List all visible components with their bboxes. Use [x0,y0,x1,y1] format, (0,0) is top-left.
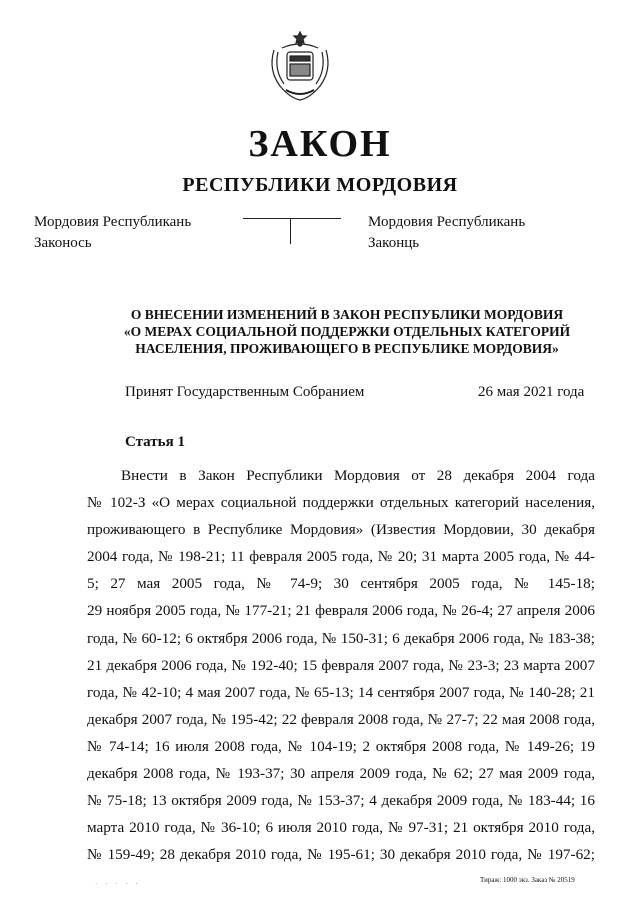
left-lang-line: Законось [34,235,92,251]
header-divider-vertical [290,218,291,244]
heading-line: О ВНЕСЕНИИ ИЗМЕНЕНИЙ В ЗАКОН РЕСПУБЛИКИ МОРДОВИЯ [130,307,564,322]
body-line: проживающего в Республике Мордовия» (Известия Мордовии, 30 декабря [87,521,595,539]
heading-line: «О МЕРАХ СОЦИАЛЬНОЙ ПОДДЕРЖКИ ОТДЕЛЬНЫХ КАТЕГОРИЙ [123,324,571,339]
adoption-date: 26 мая 2021 года [478,384,585,400]
print-info: Тираж: 1000 экз. Заказ № 20519 [480,876,575,884]
body-line: № 74-14; 16 июля 2008 года, № 104-19; 2 октября 2008 года, № 149-26; 19 [87,737,595,755]
body-line: марта 2010 года, № 36-10; 6 июля 2010 года, № 97-31; 21 октября 2010 года, [87,819,595,837]
body-line: декабря 2008 года, № 193-37; 30 апреля 2009 года, № 62; 27 мая 2009 года, [87,765,595,783]
mordovian-title-left [34,212,191,254]
mordovian-title-right [368,212,525,254]
body-line: 5; 27 мая 2005 года, № 74-9; 30 сентября 2005 года, № 145-18; [87,575,595,593]
heading-line: НАСЕЛЕНИЯ, ПРОЖИВАЮЩЕГО В РЕСПУБЛИКЕ МОРДОВИЯ» [135,341,559,356]
body-line: № 102-З «О мерах социальной поддержки отдельных категорий населения, [87,494,595,512]
adoption-statement: Принят Государственным Собранием [125,384,365,400]
document-subtitle: РЕСПУБЛИКИ МОРДОВИЯ [182,174,458,196]
right-lang-line: Законць [368,235,420,251]
body-line: 21 декабря 2006 года, № 192-40; 15 февраля 2007 года, № 23-3; 23 марта 2007 [87,656,595,674]
body-line: № 159-49; 28 декабря 2010 года, № 195-61; 30 декабря 2010 года, № 197-62; [87,846,595,864]
coat-of-arms-emblem [266,30,334,102]
body-line: 29 ноября 2005 года, № 177-21; 21 февраля 2006 года, № 26-4; 27 апреля 2006 [87,602,595,620]
body-line: Внести в Закон Республики Мордовия от 28 декабря 2004 года [121,467,595,484]
body-line: года, № 42-10; 4 мая 2007 года, № 65-13; 14 сентября 2007 года, № 140-28; 21 [87,683,595,701]
article-title: Статья 1 [125,434,185,450]
header-divider [243,218,341,219]
article-body [87,462,595,868]
body-line: 2004 года, № 198-21; 11 февраля 2005 года, № 20; 31 марта 2005 года, № 44- [87,548,595,566]
body-line: декабря 2007 года, № 195-42; 22 февраля 2008 года, № 27-7; 22 мая 2008 года, [87,710,595,728]
document-title: ЗАКОН [248,123,392,165]
law-heading [92,306,602,357]
right-lang-line: Мордовия Республикань [368,214,526,230]
body-line: года, № 60-12; 6 октября 2006 года, № 150-31; 6 декабря 2006 года, № 183-38; [87,629,595,647]
scan-specks: · · · · · [95,880,141,888]
left-lang-line: Мордовия Республикань [34,214,192,230]
body-line: № 75-18; 13 октября 2009 года, № 153-37; 4 декабря 2009 года, № 183-44; 16 [87,792,595,810]
